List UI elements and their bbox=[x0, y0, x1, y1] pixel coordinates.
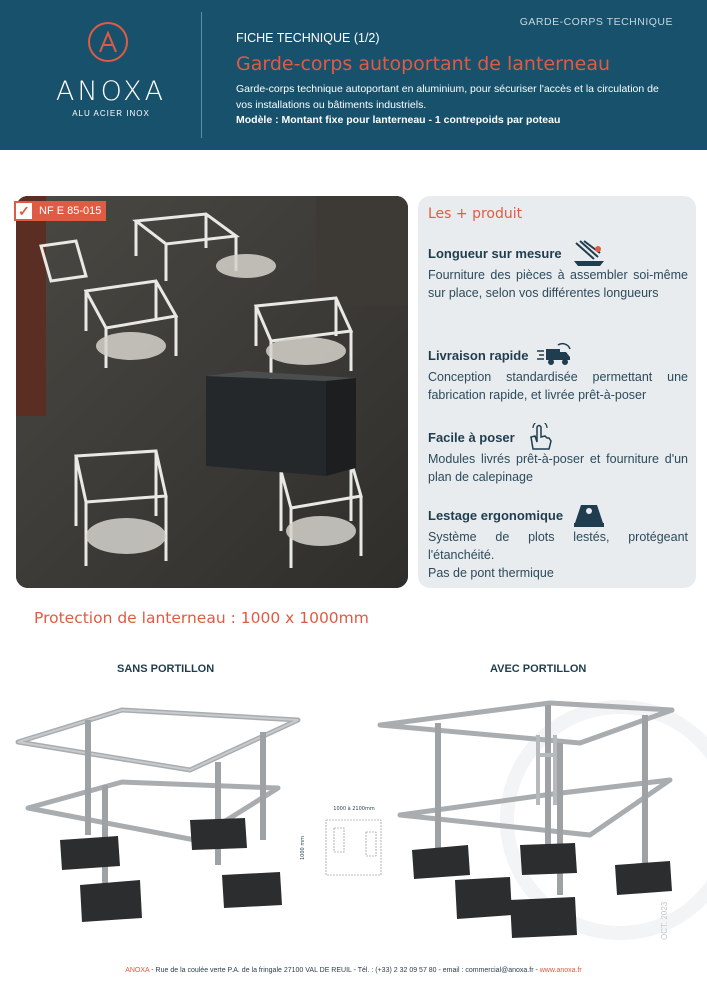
footer bbox=[0, 967, 707, 974]
logo-a-icon bbox=[88, 22, 128, 62]
dimension-width-label: 1000 à 2100mm bbox=[333, 806, 375, 812]
delivery-truck-icon bbox=[536, 341, 572, 369]
page-title: Garde-corps autoportant de lanterneau bbox=[236, 53, 610, 75]
product-photo bbox=[16, 196, 408, 588]
category-label: GARDE-CORPS TECHNIQUE bbox=[519, 16, 673, 28]
feature-text: Fourniture des pièces à assembler soi-même sur place, selon vos différentes longueurs bbox=[428, 268, 688, 300]
footer-website-link[interactable]: www.anoxa.fr bbox=[539, 967, 582, 974]
footer-brand: ANOXA bbox=[125, 967, 150, 974]
features-panel bbox=[418, 196, 696, 588]
checkmark-icon: ✓ bbox=[14, 201, 34, 221]
tools-icon bbox=[570, 239, 606, 267]
guardrail-drawing-without-gate bbox=[10, 690, 310, 940]
feature-text: Conception standardisée permettant une fabrication rapide, et livrée prêt-à-poser bbox=[428, 370, 688, 402]
feature-text: Modules livrés prêt-à-poser et fourniture d'un plan de calepinage bbox=[428, 452, 688, 484]
norm-badge bbox=[14, 201, 106, 221]
feature-text: Système de plots lestés, protégeant l'étanchéité. bbox=[428, 530, 688, 562]
header-divider bbox=[201, 12, 202, 138]
guardrail-drawing-with-gate bbox=[370, 685, 690, 940]
document-date: OCT. 2023 bbox=[660, 901, 669, 940]
features-title: Les + produit bbox=[428, 206, 523, 222]
anoxa-logo bbox=[36, 22, 186, 132]
model-line: Modèle : Montant fixe pour lanterneau - 1 contrepoids par poteau bbox=[236, 114, 561, 126]
avec-portillon-label: AVEC PORTILLON bbox=[490, 663, 587, 675]
brand-tagline: ALU ACIER INOX bbox=[72, 109, 150, 118]
feature-text-extra: Pas de pont thermique bbox=[428, 566, 554, 580]
feature-title: Livraison rapide bbox=[428, 347, 529, 363]
footer-address: - Rue de la coulée verte P.A. de la fringale 27100 VAL DE REUIL - Tél. : (+33) 2 32 09 57 80 - email : commercial@anoxa.fr - bbox=[149, 967, 540, 974]
feature-item bbox=[428, 424, 688, 486]
feature-title: Facile à poser bbox=[428, 429, 515, 445]
hand-tap-icon bbox=[523, 423, 559, 451]
protection-title: Protection de lanterneau : 1000 x 1000mm bbox=[34, 609, 369, 627]
brand-name: ANOXA bbox=[55, 76, 167, 107]
product-description: Garde-corps technique autoportant en aluminium, pour sécuriser l'accès et la circulation de vos installations ou bâtiments industriels. bbox=[236, 83, 659, 111]
sans-portillon-label: SANS PORTILLON bbox=[117, 663, 215, 675]
feature-item bbox=[428, 240, 688, 302]
weight-block-icon bbox=[571, 501, 607, 529]
norm-label: NF E 85-015 bbox=[34, 201, 106, 221]
feature-title: Longueur sur mesure bbox=[428, 245, 562, 261]
feature-item bbox=[428, 342, 688, 404]
header-banner bbox=[0, 0, 707, 150]
dimension-height-label: 1000 mm bbox=[300, 835, 306, 860]
feature-title: Lestage ergonomique bbox=[428, 507, 564, 523]
feature-item bbox=[428, 502, 688, 582]
fiche-label: FICHE TECHNIQUE (1/2) bbox=[236, 31, 380, 45]
